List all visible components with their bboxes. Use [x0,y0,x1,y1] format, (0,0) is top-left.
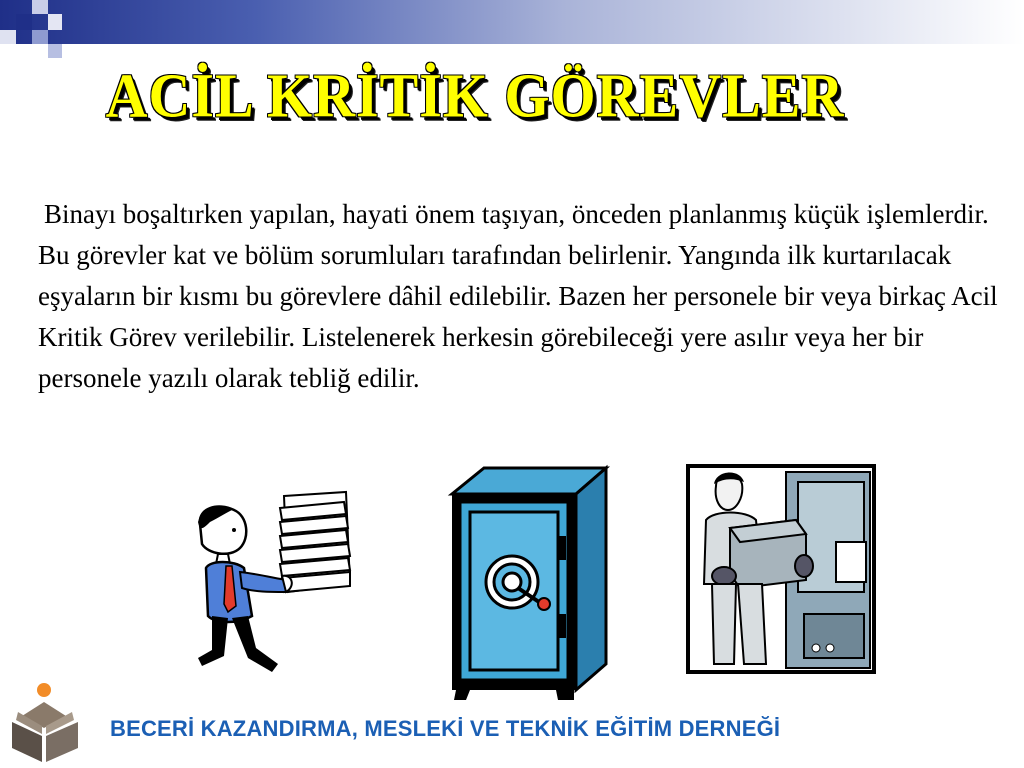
decor-square [0,30,16,44]
decor-square [16,14,32,30]
decor-square [48,14,62,30]
footer-organization-name: BECERİ KAZANDIRMA, MESLEKİ VE TEKNİK EĞİTİM DERNEĞİ [110,716,781,741]
worker-carrying-box-icon [686,464,876,674]
top-decorative-band [0,0,1024,44]
slide-body-text: Binayı boşaltırken yapılan, hayati önem taşıyan, önceden planlanmış küçük işlemlerdir. Bu görevler kat ve bölüm sorumluları tarafından belirlenir. Yangında ilk kurtarılacak eşyaların bir kısmı bu görevlere dâhil edilebilir. Bazen her personele bir veya birkaç Acil Kritik Görev verilebilir. Listelenerek herkesin görebileceği yere asılır veya her bir personele yazılı olarak tebliğ edilir. [38,199,998,393]
safe-vault-icon [446,464,612,700]
decor-square [32,30,48,44]
organization-logo-icon [8,682,86,764]
person-carrying-papers-icon [188,488,358,678]
decor-square [48,44,62,58]
decor-square [32,0,48,14]
slide-title: ACİL KRİTİK GÖREVLER [105,60,845,131]
